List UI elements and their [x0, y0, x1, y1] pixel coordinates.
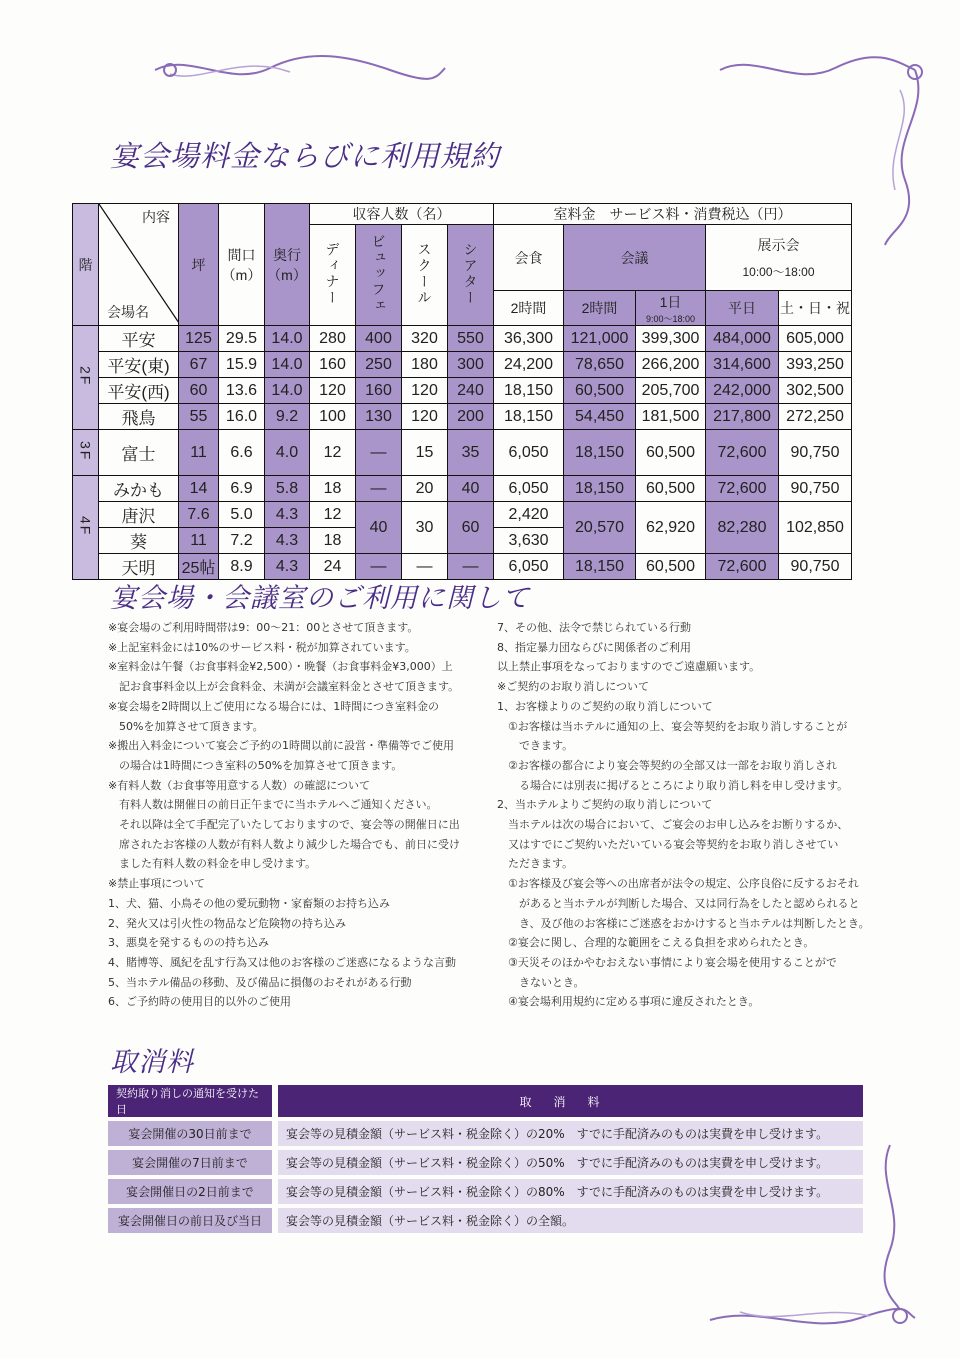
header-content: 内容: [142, 209, 170, 225]
table-row: [73, 404, 852, 430]
cell-dinner: 24: [310, 554, 356, 580]
section-title-usage: 宴会場・会議室のご利用に関して: [110, 583, 530, 614]
note-line: 記お食事料金以上が会食料金、未満が会議室料金とさせて頂きます。: [108, 680, 460, 694]
header-exhibition-time: 10:00〜18:00: [742, 265, 815, 279]
note-line: 50%を加算させて頂きます。: [108, 719, 264, 733]
note-line: 当ホテルは次の場合において、ご宴会のお申し込みをお断りするか、: [497, 818, 849, 832]
cancel-fee: 宴会等の見積金額（サービス料・税金除く）の20% すでに手配済みのものは実費を申し受けます。: [278, 1121, 863, 1146]
table-row: [108, 1208, 863, 1233]
cancel-when: 宴会開催の30日前まで: [108, 1121, 272, 1146]
usage-notes-right: [497, 618, 870, 1012]
note-line: ました有料人数の料金を申し受けます。: [108, 857, 317, 871]
header-depth: 奥行（m）: [265, 204, 310, 326]
cell-meeting-1day: 60,500: [636, 554, 706, 580]
cell-dining: 18,150: [494, 404, 564, 430]
cell-meeting-1day: 399,300: [636, 326, 706, 352]
header-dinner: ディナー: [310, 225, 356, 326]
cell-depth: 4.3: [265, 554, 310, 580]
cell-weekday: 314,600: [706, 352, 779, 378]
header-meeting-2h: 2時間: [564, 291, 636, 326]
table-row: [73, 476, 852, 502]
cancel-header-when: 契約取り消しの通知を受けた日: [108, 1085, 272, 1117]
cell-buffet: 160: [356, 378, 402, 404]
cell-tsubo: 67: [179, 352, 219, 378]
cell-weekday: 82,280: [706, 502, 779, 554]
header-holiday: 土・日・祝: [779, 291, 852, 326]
note-line: 有料人数は開催日の前日正午までに当ホテルへご通知ください。: [108, 798, 438, 812]
cell-buffet: —: [356, 430, 402, 476]
table-row: [73, 430, 852, 476]
cell-meeting-2h: 18,150: [564, 476, 636, 502]
note-line: できます。: [497, 739, 574, 753]
note-line: 5、当ホテル備品の移動、及び備品に損傷のおそれがある行動: [108, 975, 412, 989]
table-row: [73, 502, 852, 528]
cell-tsubo: 125: [179, 326, 219, 352]
cell-dining: 6,050: [494, 430, 564, 476]
venue-name: 平安(東): [99, 352, 179, 378]
cell-holiday: 90,750: [779, 476, 852, 502]
cell-buffet: 250: [356, 352, 402, 378]
cell-meeting-2h: 60,500: [564, 378, 636, 404]
venue-name: 平安(西): [99, 378, 179, 404]
cell-dining: 6,050: [494, 476, 564, 502]
venue-name: 飛鳥: [99, 404, 179, 430]
cell-theater: 300: [448, 352, 494, 378]
cell-theater: 60: [448, 502, 494, 554]
table-row: [73, 352, 852, 378]
cancel-when: 宴会開催日の前日及び当日: [108, 1208, 272, 1233]
header-diagonal: [99, 204, 179, 326]
cancel-fee: 宴会等の見積金額（サービス料・税金除く）の80% すでに手配済みのものは実費を申し受けます。: [278, 1179, 863, 1204]
note-line: ※ご契約のお取り消しについて: [497, 680, 649, 694]
cell-frontage: 5.0: [219, 502, 265, 528]
cell-meeting-1day: 60,500: [636, 476, 706, 502]
cell-frontage: 6.9: [219, 476, 265, 502]
note-line: 席されたお客様の人数が有料人数より減少した場合でも、前日に受け: [108, 837, 460, 851]
note-line: き、及び他のお客様にご迷惑をおかけすると当ホテルは判断したとき。: [497, 916, 870, 930]
cell-weekday: 217,800: [706, 404, 779, 430]
cell-dining: 18,150: [494, 378, 564, 404]
cell-holiday: 90,750: [779, 430, 852, 476]
note-line: ④宴会場利用規約に定める事項に違反されたとき。: [497, 995, 760, 1009]
note-line: 8、指定暴力団ならびに関係者のご利用: [497, 640, 691, 654]
section-title-fees: 宴会場料金ならびに利用規約: [110, 139, 501, 173]
note-line: ※禁止事項について: [108, 877, 205, 891]
header-room-fee: 室料金 サービス料・消費税込（円）: [494, 204, 852, 225]
table-row: [108, 1150, 863, 1175]
cell-school: 320: [402, 326, 448, 352]
cell-school: 30: [402, 502, 448, 554]
cell-weekday: 484,000: [706, 326, 779, 352]
cell-dining: 36,300: [494, 326, 564, 352]
cell-dinner: 12: [310, 430, 356, 476]
note-line: 1、犬、猫、小鳥その他の愛玩動物・家畜類のお持ち込み: [108, 896, 390, 910]
header-weekday: 平日: [706, 291, 779, 326]
cancel-fee: 宴会等の見積金額（サービス料・税金除く）の全額。: [278, 1208, 863, 1233]
cell-buffet: —: [356, 554, 402, 580]
note-line: ③天災そのほかやむおえない事情により宴会場を使用することがで: [497, 955, 837, 969]
header-school: スクール: [402, 225, 448, 326]
cell-tsubo: 11: [179, 430, 219, 476]
cell-meeting-1day: 266,200: [636, 352, 706, 378]
table-row: [108, 1121, 863, 1146]
note-line: ※宴会場を2時間以上ご使用になる場合には、1時間につき室料金の: [108, 699, 439, 713]
header-meeting: 会議: [564, 225, 706, 291]
cell-meeting-2h: 121,000: [564, 326, 636, 352]
cell-school: 180: [402, 352, 448, 378]
cell-dining: 6,050: [494, 554, 564, 580]
note-line: ①お客様及び宴会等への出席者が法令の規定、公序良俗に反するおそれ: [497, 877, 859, 891]
note-line: ※宴会場のご利用時間帯は9：00〜21：00とさせて頂きます。: [108, 621, 419, 634]
header-frontage: 間口（m）: [219, 204, 265, 326]
banquet-fee-table: [72, 203, 852, 580]
cell-theater: —: [448, 554, 494, 580]
note-line: ただきます。: [497, 857, 574, 871]
cell-meeting-2h: 18,150: [564, 554, 636, 580]
cell-frontage: 16.0: [219, 404, 265, 430]
header-dining-2h: 2時間: [494, 291, 564, 326]
cell-depth: 5.8: [265, 476, 310, 502]
cancellation-fee-table: [108, 1081, 863, 1237]
header-exhibition: [706, 225, 852, 291]
note-line: 1、お客様よりのご契約の取り消しについて: [497, 699, 713, 713]
cell-frontage: 29.5: [219, 326, 265, 352]
cell-holiday: 302,500: [779, 378, 852, 404]
cell-dinner: 12: [310, 502, 356, 528]
cell-school: 120: [402, 378, 448, 404]
header-meeting-1day-label: 1日: [659, 293, 682, 310]
note-line: 7、その他、法令で禁じられている行動: [497, 621, 691, 634]
cell-frontage: 7.2: [219, 528, 265, 554]
cell-frontage: 6.6: [219, 430, 265, 476]
cell-weekday: 242,000: [706, 378, 779, 404]
cell-buffet: —: [356, 476, 402, 502]
cell-meeting-2h: 18,150: [564, 430, 636, 476]
note-line: きないとき。: [497, 975, 585, 989]
note-line: ※上記室料金には10%のサービス料・税が加算されています。: [108, 640, 416, 654]
header-tsubo: 坪: [179, 204, 219, 326]
floor-label-4f: 4F: [73, 476, 99, 580]
cell-meeting-1day: 60,500: [636, 430, 706, 476]
cell-school: 120: [402, 404, 448, 430]
header-buffet: ビュッフェ: [356, 225, 402, 326]
cell-meeting-1day: 181,500: [636, 404, 706, 430]
header-dining: 会食: [494, 225, 564, 291]
cell-depth: 14.0: [265, 326, 310, 352]
cell-depth: 4.3: [265, 528, 310, 554]
cell-dinner: 120: [310, 378, 356, 404]
note-line: 又はすでにご契約いただいている宴会等契約をお取り消しさせてい: [497, 837, 839, 851]
cell-meeting-1day: 205,700: [636, 378, 706, 404]
table-row: [73, 378, 852, 404]
cell-school: 20: [402, 476, 448, 502]
cell-school: —: [402, 554, 448, 580]
venue-name: 天明: [99, 554, 179, 580]
cancel-when: 宴会開催日の2日前まで: [108, 1179, 272, 1204]
cell-buffet: 40: [356, 502, 402, 554]
cell-tsubo: 14: [179, 476, 219, 502]
cell-buffet: 130: [356, 404, 402, 430]
usage-notes-left: [108, 618, 498, 1012]
table-row: [108, 1179, 863, 1204]
header-exhibition-label: 展示会: [757, 237, 800, 253]
cell-meeting-2h: 20,570: [564, 502, 636, 554]
cell-dining: 3,630: [494, 528, 564, 554]
section-title-cancellation: 取消料: [110, 1047, 194, 1078]
cell-dinner: 18: [310, 476, 356, 502]
header-meeting-1day: [636, 291, 706, 326]
note-line: 4、賭博等、風紀を乱す行為又は他のお客様のご迷惑になるような言動: [108, 955, 456, 969]
cell-theater: 35: [448, 430, 494, 476]
cell-meeting-2h: 78,650: [564, 352, 636, 378]
cell-weekday: 72,600: [706, 554, 779, 580]
cell-tsubo: 7.6: [179, 502, 219, 528]
venue-name: 平安: [99, 326, 179, 352]
note-line: ※有料人数（お食事等用意する人数）の確認について: [108, 778, 370, 792]
cell-holiday: 272,250: [779, 404, 852, 430]
note-line: 以上禁止事項をなっておりますのでご遠慮願います。: [497, 660, 761, 674]
header-floor: 階: [73, 204, 99, 326]
floor-label-3f: 3F: [73, 430, 99, 476]
header-capacity: 収容人数（名）: [310, 204, 494, 225]
cell-depth: 14.0: [265, 352, 310, 378]
cell-school: 15: [402, 430, 448, 476]
note-line: 3、悪臭を発するものの持ち込み: [108, 936, 269, 950]
cell-holiday: 393,250: [779, 352, 852, 378]
cell-depth: 9.2: [265, 404, 310, 430]
venue-name: 唐沢: [99, 502, 179, 528]
venue-name: みかも: [99, 476, 179, 502]
cell-dining: 24,200: [494, 352, 564, 378]
note-line: ①お客様は当ホテルに通知の上、宴会等契約をお取り消しすることが: [497, 719, 848, 733]
cell-depth: 14.0: [265, 378, 310, 404]
cell-depth: 4.0: [265, 430, 310, 476]
cell-weekday: 72,600: [706, 430, 779, 476]
cell-tsubo: 25帖: [179, 554, 219, 580]
cell-weekday: 72,600: [706, 476, 779, 502]
cell-dining: 2,420: [494, 502, 564, 528]
cell-depth: 4.3: [265, 502, 310, 528]
cell-dinner: 100: [310, 404, 356, 430]
cell-theater: 40: [448, 476, 494, 502]
note-line: があると当ホテルが判断した場合、又は同行為をしたと認められると: [497, 896, 860, 910]
note-line: 6、ご予約時の使用目的以外のご使用: [108, 995, 291, 1009]
cell-tsubo: 11: [179, 528, 219, 554]
cell-theater: 200: [448, 404, 494, 430]
header-theater: シアター: [448, 225, 494, 326]
cell-dinner: 160: [310, 352, 356, 378]
cell-dinner: 18: [310, 528, 356, 554]
cell-frontage: 8.9: [219, 554, 265, 580]
note-line: 2、発火又は引火性の物品など危険物の持ち込み: [108, 916, 346, 930]
cell-tsubo: 60: [179, 378, 219, 404]
cell-meeting-2h: 54,450: [564, 404, 636, 430]
cell-buffet: 400: [356, 326, 402, 352]
note-line: ②宴会に関し、合理的な範囲をこえる負担を求められたとき。: [497, 936, 815, 950]
cell-frontage: 13.6: [219, 378, 265, 404]
header-venue-name: 会場名: [107, 304, 149, 320]
table-row: [73, 326, 852, 352]
cell-tsubo: 55: [179, 404, 219, 430]
note-line: る場合には別表に掲げるところにより取り消し料を申し受けます。: [497, 778, 849, 792]
cell-dinner: 280: [310, 326, 356, 352]
header-meeting-1day-time: 9:00〜18:00: [645, 313, 696, 324]
note-line: 2、当ホテルよりご契約の取り消しについて: [497, 798, 713, 812]
cancel-fee: 宴会等の見積金額（サービス料・税金除く）の50% すでに手配済みのものは実費を申し受けます。: [278, 1150, 863, 1175]
note-line: ※搬出入料金について宴会ご予約の1時間以前に設営・準備等でご使用: [108, 739, 454, 753]
venue-name: 富士: [99, 430, 179, 476]
note-line: ②お客様の都合により宴会等契約の全部又は一部をお取り消しされ: [497, 758, 837, 772]
venue-name: 葵: [99, 528, 179, 554]
cancel-header-fee: 取消料: [278, 1085, 863, 1117]
note-line: の場合は1時間につき室料の50%を加算させて頂きます。: [108, 758, 403, 772]
cell-holiday: 605,000: [779, 326, 852, 352]
cell-holiday: 102,850: [779, 502, 852, 554]
cancel-when: 宴会開催の7日前まで: [108, 1150, 272, 1175]
cell-theater: 550: [448, 326, 494, 352]
cell-theater: 240: [448, 378, 494, 404]
floor-label-2f: 2F: [73, 326, 99, 430]
cell-frontage: 15.9: [219, 352, 265, 378]
note-line: ※室料金は午餐（お食事料金¥2,500）・晩餐（お食事料金¥3,000）上: [108, 660, 453, 674]
cell-holiday: 90,750: [779, 554, 852, 580]
top-left-flourish: [150, 50, 450, 90]
cancel-header-row: [108, 1085, 863, 1117]
note-line: それ以降は全て手配完了いたしておりますので、宴会等の開催日に出: [108, 818, 460, 832]
cell-meeting-1day: 62,920: [636, 502, 706, 554]
